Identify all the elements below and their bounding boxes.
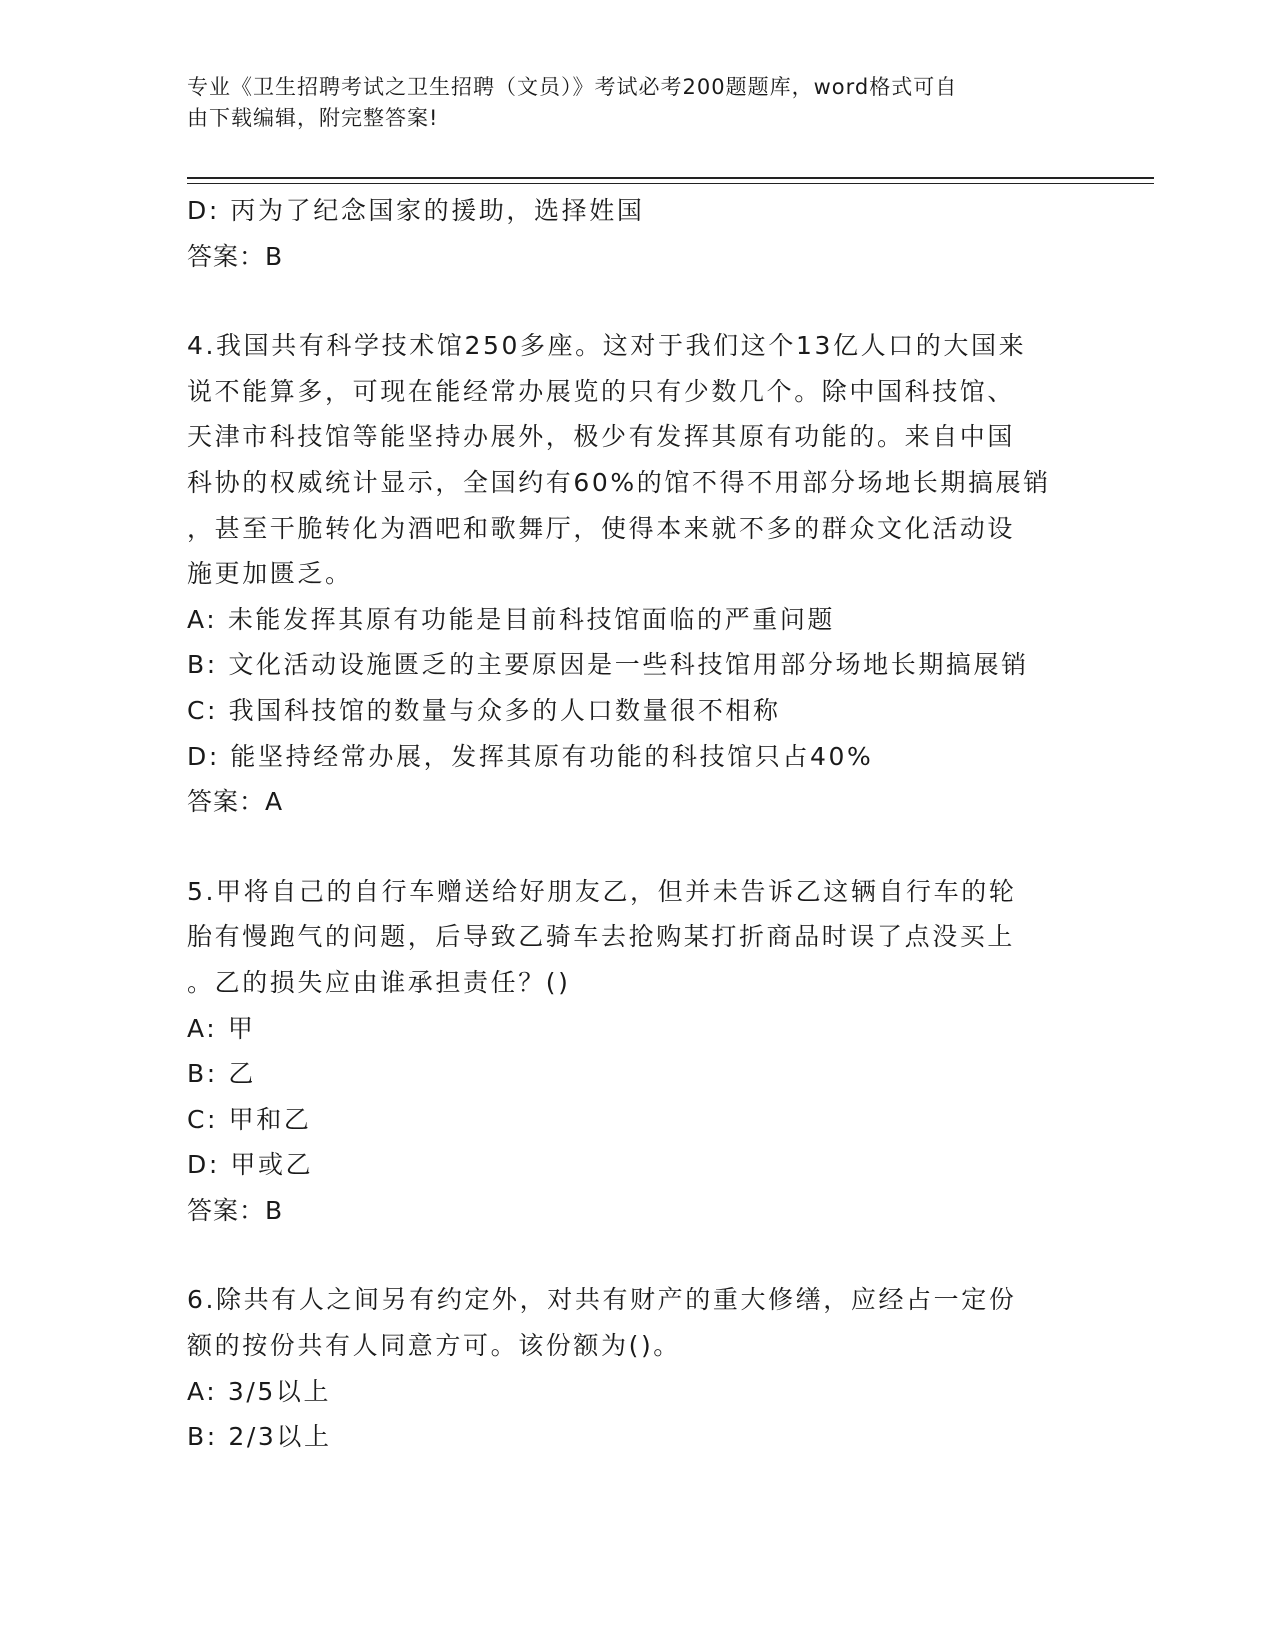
option-d: D: 丙为了纪念国家的援助，选择姓国 bbox=[187, 196, 645, 225]
question-gap bbox=[187, 1233, 1087, 1277]
option-a: A: 3/5以上 bbox=[187, 1376, 332, 1406]
question-stem-line: 4.我国共有科学技术馆250多座。这对于我们这个13亿人口的大国来 bbox=[187, 331, 1027, 361]
question-stem-line: 额的按份共有人同意方可。该份额为()。 bbox=[187, 1331, 681, 1361]
question-stem-line: 施更加匮乏。 bbox=[187, 559, 353, 589]
answer-line: 答案：B bbox=[187, 1195, 284, 1225]
answer-line: 答案：A bbox=[187, 787, 284, 817]
option-b: B: 文化活动设施匮乏的主要原因是一些科技馆用部分场地长期搞展销 bbox=[187, 650, 1029, 680]
question-stem-line: 6.除共有人之间另有约定外，对共有财产的重大修缮，应经占一定份 bbox=[187, 1285, 1017, 1315]
document-header bbox=[187, 72, 1087, 134]
question-stem-line: 天津市科技馆等能坚持办展外，极少有发挥其原有功能的。来自中国 bbox=[187, 422, 1016, 452]
option-b: B: 2/3以上 bbox=[187, 1422, 332, 1452]
question-stem-line: ，甚至干脆转化为酒吧和歌舞厅，使得本来就不多的群众文化活动设 bbox=[187, 513, 1016, 543]
header-line-2: 由下载编辑，附完整答案! bbox=[187, 106, 439, 130]
option-a: A: 未能发挥其原有功能是目前科技馆面临的严重问题 bbox=[187, 604, 836, 634]
question-block-5 bbox=[187, 869, 1087, 1234]
question-stem-line: 科协的权威统计显示，全国约有60%的馆不得不用部分场地长期搞展销 bbox=[187, 467, 1051, 497]
header-line-1: 专业《卫生招聘考试之卫生招聘（文员）》考试必考200题题库，word格式可自 bbox=[187, 75, 958, 99]
question-block-6 bbox=[187, 1277, 1087, 1459]
question-block-4 bbox=[187, 323, 1087, 825]
header-divider-thick bbox=[187, 177, 1154, 179]
question-stem-line: 5.甲将自己的自行车赠送给好朋友乙，但并未告诉乙这辆自行车的轮 bbox=[187, 876, 1017, 906]
option-b: B: 乙 bbox=[187, 1059, 256, 1089]
option-a: A: 甲 bbox=[187, 1013, 256, 1043]
question-stem-line: 。乙的损失应由谁承担责任？() bbox=[187, 967, 571, 997]
question-gap bbox=[187, 825, 1087, 869]
header-divider-thin bbox=[187, 183, 1154, 184]
question-stem-line: 胎有慢跑气的问题，后导致乙骑车去抢购某打折商品时误了点没买上 bbox=[187, 922, 1016, 952]
question-list bbox=[187, 188, 1087, 1460]
question-block-3 bbox=[187, 188, 1087, 279]
option-d: D: 甲或乙 bbox=[187, 1150, 314, 1180]
question-stem-line: 说不能算多，可现在能经常办展览的只有少数几个。除中国科技馆、 bbox=[187, 376, 1016, 406]
question-gap bbox=[187, 279, 1087, 323]
option-d: D: 能坚持经常办展，发挥其原有功能的科技馆只占40% bbox=[187, 741, 874, 771]
option-c: C: 我国科技馆的数量与众多的人口数量很不相称 bbox=[187, 695, 781, 725]
answer-line: 答案：B bbox=[187, 241, 284, 271]
option-c: C: 甲和乙 bbox=[187, 1104, 312, 1134]
